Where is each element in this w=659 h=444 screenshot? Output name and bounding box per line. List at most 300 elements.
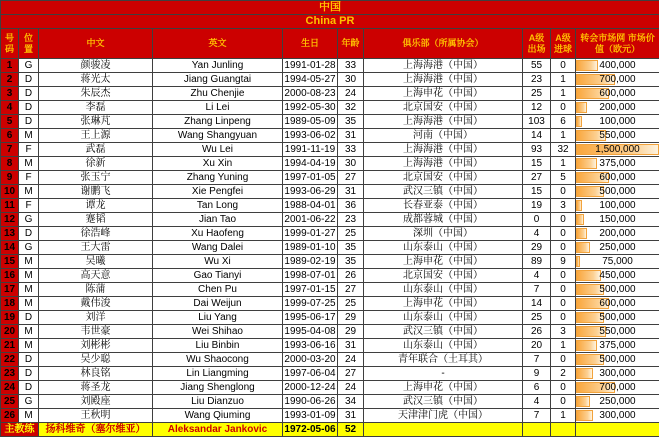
player-birthday-cell: 1999-01-27: [284, 228, 336, 239]
player-row: [1, 87, 659, 101]
player-birthday-cell: 1994-04-19: [284, 158, 336, 169]
player-chinese-name-cell: 张玉宁: [39, 171, 153, 185]
market-value-text: 250,000: [599, 242, 636, 253]
player-market-value-cell: [576, 339, 659, 353]
player-english-name-cell: Li Lei: [153, 101, 283, 115]
player-english-name-cell: Wu Lei: [153, 143, 283, 157]
player-club-cell: 山东泰山（中国）: [364, 241, 523, 255]
player-age-cell: 32: [338, 101, 364, 115]
player-age-cell: 24: [338, 87, 364, 101]
player-goals-cell: 3: [551, 199, 576, 213]
player-birthday-cell: 1995-04-08: [284, 326, 336, 337]
player-age-cell: 25: [338, 297, 364, 311]
player-age-cell: 27: [338, 171, 364, 185]
player-position-cell: F: [19, 199, 39, 213]
col-header-number: 号码: [1, 29, 19, 59]
market-value-text: 500,000: [599, 284, 636, 295]
market-value-text: 500,000: [599, 354, 636, 365]
player-chinese-name-cell: 武磊: [39, 143, 153, 157]
player-caps-cell: 15: [523, 157, 551, 171]
player-market-value-cell: [576, 199, 659, 213]
player-caps-cell: 103: [523, 115, 551, 129]
player-number-cell: 17: [1, 283, 19, 297]
player-birthday-cell: 1993-01-09: [284, 410, 336, 421]
player-market-value-cell: [576, 255, 659, 269]
player-birthday-cell: 1991-11-19: [283, 143, 338, 157]
market-value-bar: [576, 242, 590, 253]
player-row: [1, 381, 659, 395]
player-age-cell: 26: [338, 269, 364, 283]
player-birthday-cell: 1997-01-05: [284, 172, 336, 183]
player-chinese-name-cell: 蹇韬: [39, 213, 153, 227]
market-value-text: 300,000: [599, 368, 636, 379]
market-value-bar: [576, 158, 597, 169]
player-caps-cell: 7: [523, 353, 551, 367]
player-position-cell: M: [19, 325, 39, 339]
player-chinese-name-cell: 谢鹏飞: [39, 185, 153, 199]
player-age-cell: 30: [338, 73, 364, 87]
player-caps-cell: 15: [523, 185, 551, 199]
player-position-cell: D: [19, 73, 39, 87]
player-position-cell: M: [19, 255, 39, 269]
player-caps-cell: 9: [523, 367, 551, 381]
player-club-cell: 北京国安（中国）: [364, 171, 523, 185]
player-position-cell: D: [19, 353, 39, 367]
player-number-cell: 3: [1, 87, 19, 101]
player-row: [1, 241, 659, 255]
page-subtitle: China PR: [1, 15, 659, 29]
player-birthday-cell: 1998-07-01: [284, 270, 336, 281]
player-age-cell: 33: [338, 143, 364, 157]
player-caps-cell: 4: [523, 227, 551, 241]
player-row: [1, 73, 659, 87]
player-age-cell: 34: [338, 395, 364, 409]
player-caps-cell: 0: [523, 213, 551, 227]
col-header-position: 位置: [19, 29, 39, 59]
player-chinese-name-cell: 韦世豪: [39, 325, 153, 339]
market-value-text: 450,000: [599, 270, 636, 281]
player-position-cell: M: [19, 409, 39, 423]
player-birthday-cell: 1993-06-29: [284, 186, 336, 197]
player-number-cell: 4: [1, 101, 19, 115]
player-position-cell: M: [19, 157, 39, 171]
player-position-cell: D: [19, 227, 39, 241]
market-value-text: 300,000: [599, 410, 636, 421]
player-position-cell: D: [19, 101, 39, 115]
market-value-text: 600,000: [599, 298, 636, 309]
player-birthday-cell: 2001-06-22: [284, 214, 336, 225]
market-value-bar: [576, 60, 598, 71]
player-chinese-name-cell: 刘彬彬: [39, 339, 153, 353]
player-club-cell: 上海申花（中国）: [364, 87, 523, 101]
player-number-cell: 6: [1, 129, 19, 143]
player-position-cell: M: [19, 269, 39, 283]
player-market-value-cell: [576, 227, 659, 241]
player-number-cell: 11: [1, 199, 19, 213]
player-market-value-cell: [576, 283, 659, 297]
coach-english-name: Aleksandar Jankovic: [153, 423, 283, 437]
player-goals-cell: 0: [551, 59, 576, 73]
player-market-value-cell: [576, 185, 659, 199]
player-goals-cell: 1: [551, 409, 576, 423]
market-value-text: 500,000: [599, 186, 636, 197]
player-age-cell: 29: [338, 325, 364, 339]
player-caps-cell: 14: [523, 129, 551, 143]
player-caps-cell: 55: [523, 59, 551, 73]
market-value-bar: [576, 270, 601, 281]
player-club-cell: 上海海港（中国）: [364, 157, 523, 171]
player-goals-cell: 0: [551, 311, 576, 325]
player-birthday-cell: 1989-02-19: [284, 256, 336, 267]
col-header-english-name: 英文: [153, 29, 283, 59]
player-row: [1, 367, 659, 381]
player-row: [1, 157, 659, 171]
col-header-club: 俱乐部（所属协会）: [364, 29, 523, 59]
player-number-cell: 21: [1, 339, 19, 353]
player-number-cell: 10: [1, 185, 19, 199]
player-goals-cell: 5: [551, 171, 576, 185]
col-header-caps: A级 出场: [523, 29, 551, 59]
player-english-name-cell: Wang Qiuming: [153, 409, 283, 423]
player-english-name-cell: Wu Shaocong: [153, 353, 283, 367]
player-position-cell: M: [19, 185, 39, 199]
col-header-chinese-name: 中文: [39, 29, 153, 59]
coach-label: 主教练: [1, 423, 39, 437]
player-row: [1, 339, 659, 353]
player-chinese-name-cell: 颜骏凌: [39, 59, 153, 73]
player-age-cell: 33: [338, 59, 364, 73]
player-row: [1, 311, 659, 325]
player-age-cell: 30: [338, 157, 364, 171]
player-number-cell: 22: [1, 353, 19, 367]
player-position-cell: D: [19, 367, 39, 381]
player-row: [1, 325, 659, 339]
player-english-name-cell: Wei Shihao: [153, 325, 283, 339]
player-club-cell: 上海海港（中国）: [364, 59, 523, 73]
player-club-cell: 上海海港（中国）: [364, 115, 523, 129]
player-goals-cell: 0: [551, 241, 576, 255]
player-birthday-cell: 1993-06-16: [284, 340, 336, 351]
coach-chinese-name: 扬科维奇（塞尔维亚）: [39, 423, 153, 437]
player-club-cell: 青年联合（土耳其）: [364, 353, 523, 367]
player-position-cell: D: [19, 115, 39, 129]
player-age-cell: 35: [338, 255, 364, 269]
player-english-name-cell: Zhang Yuning: [153, 171, 283, 185]
player-market-value-cell: [576, 87, 659, 101]
player-market-value-cell: [576, 171, 659, 185]
player-market-value-cell: [576, 325, 659, 339]
player-row: [1, 297, 659, 311]
player-caps-cell: 19: [523, 199, 551, 213]
player-english-name-cell: Jiang Guangtai: [153, 73, 283, 87]
player-number-cell: 13: [1, 227, 19, 241]
player-english-name-cell: Liu Yang: [153, 311, 283, 325]
player-club-cell: 长春亚泰（中国）: [364, 199, 523, 213]
player-english-name-cell: Xie Pengfei: [153, 185, 283, 199]
column-header-row: [1, 29, 659, 59]
player-row: [1, 269, 659, 283]
player-chinese-name-cell: 王秋明: [39, 409, 153, 423]
player-number-cell: 5: [1, 115, 19, 129]
subtitle-row: [1, 15, 659, 29]
player-row: [1, 171, 659, 185]
player-number-cell: 26: [1, 409, 19, 423]
col-header-goals: A级 进球: [551, 29, 576, 59]
player-number-cell: 23: [1, 367, 19, 381]
player-market-value-cell: [576, 381, 659, 395]
player-goals-cell: 0: [551, 213, 576, 227]
market-value-text: 550,000: [599, 326, 636, 337]
player-position-cell: G: [19, 395, 39, 409]
player-age-cell: 31: [338, 185, 364, 199]
player-row: [1, 395, 659, 409]
market-value-bar: [576, 368, 593, 379]
player-chinese-name-cell: 戴伟浚: [39, 297, 153, 311]
player-position-cell: F: [19, 143, 39, 157]
player-market-value-cell: [576, 297, 659, 311]
player-market-value-cell: [576, 241, 659, 255]
player-chinese-name-cell: 陈蒲: [39, 283, 153, 297]
player-row: [1, 143, 659, 157]
player-row: [1, 185, 659, 199]
player-chinese-name-cell: 吴曦: [39, 255, 153, 269]
player-club-cell: 河南（中国）: [364, 129, 523, 143]
market-value-text: 400,000: [599, 60, 636, 71]
player-caps-cell: 27: [523, 171, 551, 185]
player-age-cell: 35: [338, 241, 364, 255]
player-chinese-name-cell: 王上源: [39, 129, 153, 143]
player-club-cell: 武汉三镇（中国）: [364, 185, 523, 199]
player-english-name-cell: Yan Junling: [153, 59, 283, 73]
player-market-value-cell: [576, 115, 659, 129]
market-value-text: 700,000: [599, 382, 636, 393]
player-goals-cell: 0: [551, 269, 576, 283]
market-value-text: 150,000: [599, 214, 636, 225]
player-position-cell: M: [19, 339, 39, 353]
player-english-name-cell: Jiang Shenglong: [153, 381, 283, 395]
coach-value-empty: [576, 423, 659, 437]
player-row: [1, 409, 659, 423]
player-goals-cell: 0: [551, 395, 576, 409]
player-goals-cell: 0: [551, 101, 576, 115]
market-value-text: 100,000: [599, 116, 636, 127]
player-number-cell: 25: [1, 395, 19, 409]
player-caps-cell: 25: [523, 87, 551, 101]
player-chinese-name-cell: 李磊: [39, 101, 153, 115]
player-chinese-name-cell: 刘殿座: [39, 395, 153, 409]
player-caps-cell: 12: [523, 101, 551, 115]
player-english-name-cell: Lin Liangming: [153, 367, 283, 381]
coach-row: [1, 423, 659, 437]
player-number-cell: 9: [1, 171, 19, 185]
player-chinese-name-cell: 蒋光太: [39, 73, 153, 87]
player-caps-cell: 7: [523, 409, 551, 423]
player-row: [1, 213, 659, 227]
player-club-cell: 山东泰山（中国）: [364, 311, 523, 325]
coach-birthday: 1972-05-06: [284, 424, 336, 435]
player-club-cell: 深圳（中国）: [364, 227, 523, 241]
player-number-cell: 12: [1, 213, 19, 227]
player-club-cell: 成都蓉城（中国）: [364, 213, 523, 227]
market-value-text: 250,000: [599, 396, 636, 407]
player-position-cell: D: [19, 311, 39, 325]
market-value-bar: [576, 410, 593, 421]
player-position-cell: M: [19, 297, 39, 311]
market-value-text: 200,000: [599, 102, 636, 113]
player-market-value-cell: [576, 157, 659, 171]
player-age-cell: 24: [338, 353, 364, 367]
player-english-name-cell: Xu Xin: [153, 157, 283, 171]
player-goals-cell: 0: [551, 297, 576, 311]
market-value-text: 375,000: [599, 158, 636, 169]
player-club-cell: -: [364, 367, 523, 381]
player-number-cell: 14: [1, 241, 19, 255]
player-club-cell: 上海申花（中国）: [364, 381, 523, 395]
player-goals-cell: 9: [551, 255, 576, 269]
player-english-name-cell: Xu Haofeng: [153, 227, 283, 241]
player-club-cell: 上海海港（中国）: [364, 143, 523, 157]
market-value-text: 75,000: [602, 256, 633, 267]
player-birthday-cell: 1994-05-27: [284, 74, 336, 85]
player-caps-cell: 26: [523, 325, 551, 339]
player-goals-cell: 1: [551, 339, 576, 353]
coach-caps-empty: [523, 423, 551, 437]
player-row: [1, 115, 659, 129]
player-chinese-name-cell: 谭龙: [39, 199, 153, 213]
player-goals-cell: 0: [551, 185, 576, 199]
player-number-cell: 15: [1, 255, 19, 269]
player-goals-cell: 32: [551, 143, 576, 157]
market-value-text: 200,000: [599, 228, 636, 239]
market-value-text: 600,000: [599, 88, 636, 99]
player-birthday-cell: 1989-05-09: [284, 116, 336, 127]
player-caps-cell: 7: [523, 283, 551, 297]
market-value-bar: [576, 256, 580, 267]
player-english-name-cell: Liu Binbin: [153, 339, 283, 353]
player-goals-cell: 0: [551, 381, 576, 395]
player-row: [1, 255, 659, 269]
player-market-value-cell: [576, 353, 659, 367]
player-market-value-cell: [576, 143, 659, 157]
player-table-body: [1, 59, 659, 423]
player-position-cell: G: [19, 241, 39, 255]
player-goals-cell: 1: [551, 129, 576, 143]
player-age-cell: 25: [338, 227, 364, 241]
player-position-cell: F: [19, 171, 39, 185]
market-value-bar: [576, 396, 590, 407]
market-value-bar: [576, 228, 587, 239]
player-goals-cell: 1: [551, 73, 576, 87]
player-caps-cell: 20: [523, 339, 551, 353]
col-header-birthday: 生日: [283, 29, 338, 59]
player-club-cell: 北京国安（中国）: [364, 101, 523, 115]
title-row: [1, 1, 659, 15]
player-goals-cell: 2: [551, 367, 576, 381]
player-position-cell: G: [19, 213, 39, 227]
player-age-cell: 35: [338, 115, 364, 129]
player-caps-cell: 89: [523, 255, 551, 269]
player-birthday-cell: 1991-01-28: [284, 60, 336, 71]
player-age-cell: 27: [338, 367, 364, 381]
player-club-cell: 上海申花（中国）: [364, 297, 523, 311]
player-number-cell: 16: [1, 269, 19, 283]
player-caps-cell: 14: [523, 297, 551, 311]
player-number-cell: 1: [1, 59, 19, 73]
player-market-value-cell: [576, 311, 659, 325]
player-english-name-cell: Wang Shangyuan: [153, 129, 283, 143]
market-value-bar: [576, 116, 582, 127]
player-age-cell: 24: [338, 381, 364, 395]
player-caps-cell: 4: [523, 269, 551, 283]
player-number-cell: 24: [1, 381, 19, 395]
player-goals-cell: 3: [551, 325, 576, 339]
player-caps-cell: 93: [523, 143, 551, 157]
player-number-cell: 19: [1, 311, 19, 325]
player-goals-cell: 0: [551, 283, 576, 297]
player-chinese-name-cell: 蒋圣龙: [39, 381, 153, 395]
player-row: [1, 129, 659, 143]
player-position-cell: D: [19, 381, 39, 395]
player-chinese-name-cell: 张琳芃: [39, 115, 153, 129]
player-position-cell: M: [19, 129, 39, 143]
player-age-cell: 29: [338, 311, 364, 325]
player-english-name-cell: Tan Long: [153, 199, 283, 213]
player-english-name-cell: Zhang Linpeng: [153, 115, 283, 129]
player-age-cell: 31: [338, 409, 364, 423]
player-english-name-cell: Gao Tianyi: [153, 269, 283, 283]
market-value-text: 600,000: [599, 172, 636, 183]
player-birthday-cell: 1988-04-01: [284, 200, 336, 211]
market-value-text: 550,000: [599, 130, 636, 141]
player-market-value-cell: [576, 101, 659, 115]
player-club-cell: 北京国安（中国）: [364, 269, 523, 283]
player-birthday-cell: 2000-08-23: [284, 88, 336, 99]
player-club-cell: 山东泰山（中国）: [364, 339, 523, 353]
player-market-value-cell: [576, 73, 659, 87]
player-english-name-cell: Dai Weijun: [153, 297, 283, 311]
player-english-name-cell: Zhu Chenjie: [153, 87, 283, 101]
player-club-cell: 上海申花（中国）: [364, 255, 523, 269]
player-age-cell: 31: [338, 339, 364, 353]
market-value-bar: [576, 102, 587, 113]
market-value-bar: [576, 214, 584, 225]
player-chinese-name-cell: 高天意: [39, 269, 153, 283]
coach-goals-empty: [551, 423, 576, 437]
player-caps-cell: 29: [523, 241, 551, 255]
player-market-value-cell: [576, 269, 659, 283]
player-age-cell: 31: [338, 129, 364, 143]
player-caps-cell: 23: [523, 73, 551, 87]
coach-age: 52: [338, 423, 364, 437]
player-number-cell: 7: [1, 143, 19, 157]
player-caps-cell: 6: [523, 381, 551, 395]
market-value-text: 700,000: [599, 74, 636, 85]
market-value-bar: [576, 200, 582, 211]
player-english-name-cell: Wu Xi: [153, 255, 283, 269]
player-number-cell: 20: [1, 325, 19, 339]
player-birthday-cell: 2000-12-24: [284, 382, 336, 393]
player-market-value-cell: [576, 409, 659, 423]
coach-club-empty: [364, 423, 523, 437]
player-birthday-cell: 1993-06-02: [284, 130, 336, 141]
market-value-bar: [576, 340, 597, 351]
player-position-cell: G: [19, 59, 39, 73]
player-row: [1, 59, 659, 73]
player-birthday-cell: 1992-05-30: [284, 102, 336, 113]
player-chinese-name-cell: 吴少聪: [39, 353, 153, 367]
market-value-text: 100,000: [599, 200, 636, 211]
player-english-name-cell: Jian Tao: [153, 213, 283, 227]
